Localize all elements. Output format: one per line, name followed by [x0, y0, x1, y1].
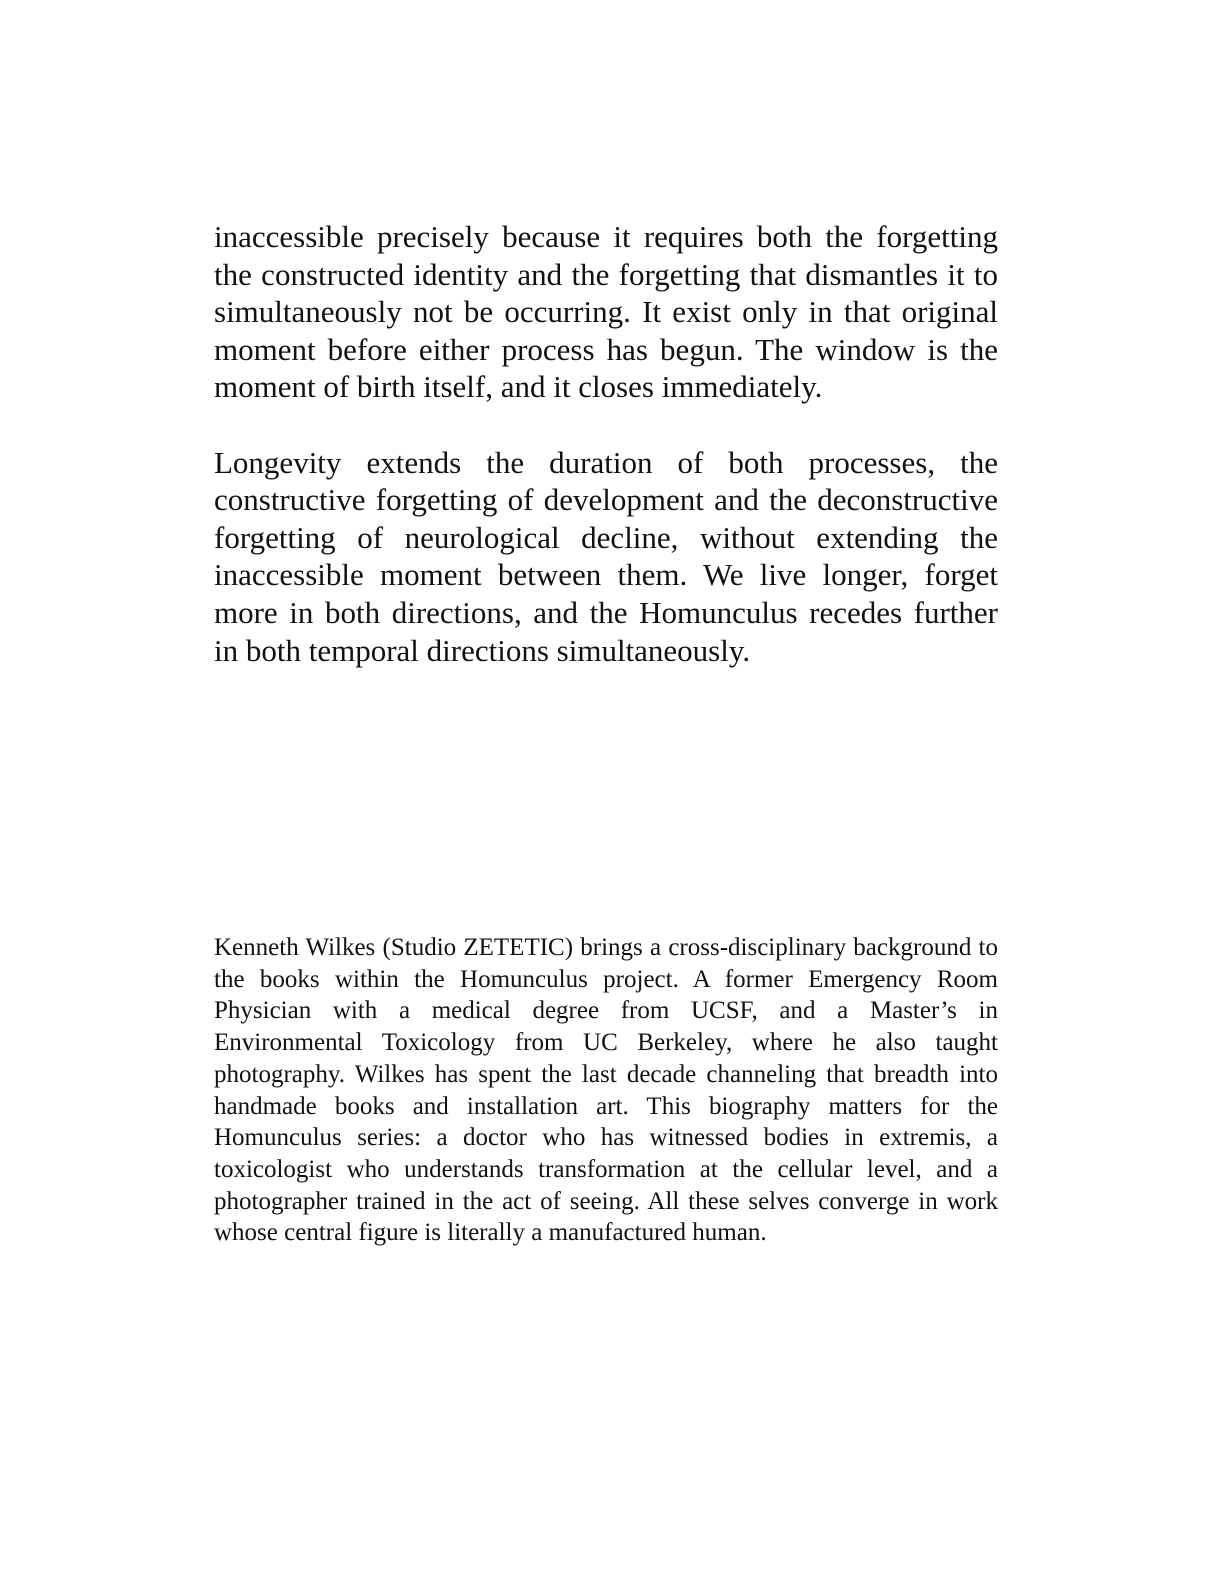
author-biography: Kenneth Wilkes (Studio ZETETIC) brings a cross-disciplinary background to the books within the Homunculus project. A former Emergency Room Physician with a medical degree from UCSF, and a Master’s in Environmental Toxicology from UC Berkeley, where he also taught photography. Wilkes has spent the last decade channeling that breadth into handmade books and installation art. This biography matters for the Homunculus series: a doctor who has witnessed bodies in extremis, a toxicologist who understands transformation at the cellular level, and a photographer trained in the act of seeing. All these selves converge in work whose central figure is literally a manufactured human. — [214, 934, 998, 1247]
essay-paragraph-longevity: Longevity extends the duration of both processes, the constructive forgetting of development and the deconstructive forgetting of neurological decline, without extending the inaccessible moment between them. We live longer, forget more in both directions, and the Homunculus recedes further in both temporal directions simultaneously. — [214, 444, 998, 668]
essay-paragraph-birth-window: inaccessible precisely because it requires both the forgetting the constructed identity and the forgetting that dismantles it to simultaneously not be occurring. It exist only in that original moment before either process has begun. The window is the moment of birth itself, and it closes immediately. — [214, 219, 998, 405]
essay-body — [214, 218, 998, 669]
